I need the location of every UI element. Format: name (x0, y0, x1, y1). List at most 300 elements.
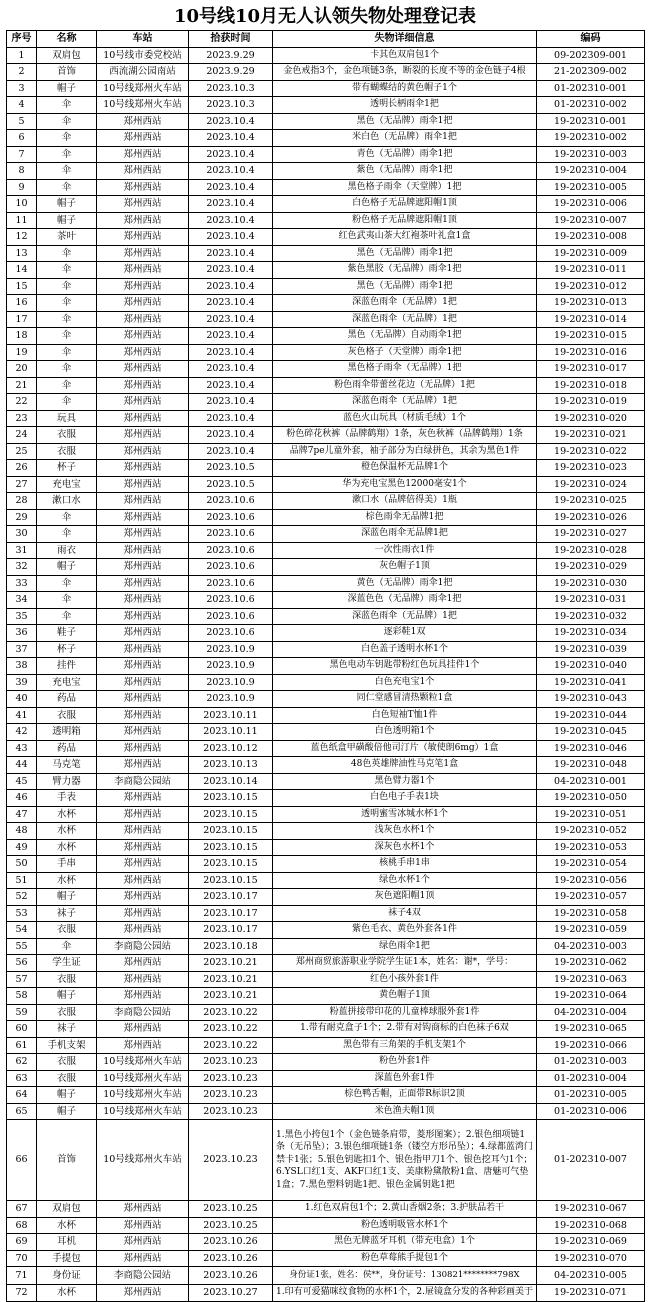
table-row (7, 757, 645, 774)
row-index: 40 (7, 691, 37, 708)
row-index: 70 (7, 1250, 37, 1267)
table-body (7, 47, 645, 1301)
row-found-time: 2023.10.4 (189, 377, 273, 394)
row-station: 郑州西站 (97, 278, 189, 295)
row-code: 19-202310-032 (537, 608, 645, 625)
table-row (7, 592, 645, 609)
row-index: 34 (7, 592, 37, 609)
row-details: 同仁堂感冒清热颗粒1盒 (273, 691, 537, 708)
row-code: 19-202310-023 (537, 460, 645, 477)
row-item-name: 充电宝 (37, 674, 97, 691)
row-item-name: 充电宝 (37, 476, 97, 493)
row-item-name: 茶叶 (37, 229, 97, 246)
row-details: 深蓝色雨伞（无品牌）1把 (273, 608, 537, 625)
row-station: 郑州西站 (97, 625, 189, 642)
row-item-name: 挂件 (37, 658, 97, 675)
row-index: 2 (7, 64, 37, 81)
row-details: 绿色水杯1个 (273, 872, 537, 889)
row-code: 19-202310-012 (537, 278, 645, 295)
table-row (7, 229, 645, 246)
row-index: 58 (7, 988, 37, 1005)
row-found-time: 2023.10.21 (189, 971, 273, 988)
row-found-time: 2023.10.4 (189, 245, 273, 262)
row-index: 16 (7, 295, 37, 312)
row-details: 灰色格子（天堂牌）雨伞1把 (273, 344, 537, 361)
row-code: 19-202310-004 (537, 163, 645, 180)
row-code: 01-202310-004 (537, 1070, 645, 1087)
table-row (7, 823, 645, 840)
row-item-name: 伞 (37, 311, 97, 328)
row-details: 身份证1张，姓名：侯**，身份证号：130821********798X (273, 1267, 537, 1285)
table-row (7, 262, 645, 279)
row-index: 24 (7, 427, 37, 444)
row-item-name: 水杯 (37, 872, 97, 889)
row-station: 郑州西站 (97, 262, 189, 279)
row-item-name: 学生证 (37, 955, 97, 972)
row-station: 郑州西站 (97, 988, 189, 1005)
row-details: 金色戒指3个，金色项链3条，断裂的长度不等的金色链子4根 (273, 64, 537, 81)
row-index: 54 (7, 922, 37, 939)
row-station: 郑州西站 (97, 443, 189, 460)
row-station: 郑州西站 (97, 410, 189, 427)
row-found-time: 2023.10.4 (189, 295, 273, 312)
row-code: 19-202310-067 (537, 1201, 645, 1218)
row-item-name: 伞 (37, 377, 97, 394)
row-index: 46 (7, 790, 37, 807)
row-found-time: 2023.10.15 (189, 806, 273, 823)
row-code: 19-202310-008 (537, 229, 645, 246)
row-index: 63 (7, 1070, 37, 1087)
row-code: 19-202310-064 (537, 988, 645, 1005)
table-row (7, 1217, 645, 1234)
row-index: 45 (7, 773, 37, 790)
row-found-time: 2023.10.6 (189, 559, 273, 576)
row-station: 郑州西站 (97, 460, 189, 477)
row-found-time: 2023.10.26 (189, 1234, 273, 1251)
row-found-time: 2023.10.6 (189, 592, 273, 609)
row-item-name: 首饰 (37, 64, 97, 81)
row-station: 10号线郑州火车站 (97, 1054, 189, 1071)
row-found-time: 2023.10.4 (189, 163, 273, 180)
row-code: 19-202310-045 (537, 724, 645, 741)
table-row (7, 1267, 645, 1285)
row-details: 品牌7pe儿童外套，袖子部分为白绿拼色，其余为黑色1件 (273, 443, 537, 460)
row-details: 透明长柄雨伞1把 (273, 97, 537, 114)
row-found-time: 2023.10.9 (189, 641, 273, 658)
row-item-name: 袜子 (37, 1021, 97, 1038)
row-found-time: 2023.10.14 (189, 773, 273, 790)
row-index: 51 (7, 872, 37, 889)
table-row (7, 674, 645, 691)
row-index: 21 (7, 377, 37, 394)
row-code: 19-202310-016 (537, 344, 645, 361)
row-found-time: 2023.10.4 (189, 113, 273, 130)
row-found-time: 2023.10.13 (189, 757, 273, 774)
row-index: 33 (7, 575, 37, 592)
row-found-time: 2023.10.22 (189, 1004, 273, 1021)
table-row (7, 707, 645, 724)
table-row (7, 476, 645, 493)
row-index: 69 (7, 1234, 37, 1251)
row-found-time: 2023.10.15 (189, 823, 273, 840)
row-index: 47 (7, 806, 37, 823)
row-found-time: 2023.10.4 (189, 229, 273, 246)
row-item-name: 手提包 (37, 1250, 97, 1267)
row-item-name: 耳机 (37, 1234, 97, 1251)
row-code: 19-202310-022 (537, 443, 645, 460)
row-station: 郑州西站 (97, 575, 189, 592)
row-item-name: 玩具 (37, 410, 97, 427)
row-station: 郑州西站 (97, 361, 189, 378)
row-code: 19-202310-029 (537, 559, 645, 576)
row-index: 25 (7, 443, 37, 460)
row-station: 郑州西站 (97, 476, 189, 493)
row-code: 19-202310-057 (537, 889, 645, 906)
table-row (7, 922, 645, 939)
row-code: 19-202310-003 (537, 146, 645, 163)
row-index: 30 (7, 526, 37, 543)
row-details: 1.黑色小挎包1个（金色链条肩带，菱形图案）；2.银色细项链1条（无吊坠）；3.银色细项链1条（镂空方形吊坠）；4.绿都蓝湾门禁卡1张；5.银色钥匙扣1个、银色指甲刀1个、银色挖耳勺1个；6.YSL口红1支、AKF口红1支、美康粉黛散粉1盒、唐魅可气垫1盒；7.黑色塑料钥匙1把、银色金属钥匙1把 (273, 1120, 537, 1201)
row-found-time: 2023.10.17 (189, 922, 273, 939)
row-item-name: 身份证 (37, 1267, 97, 1285)
table-row (7, 47, 645, 64)
table-row (7, 1120, 645, 1201)
col-header-name: 名称 (37, 31, 97, 48)
row-code: 19-202310-051 (537, 806, 645, 823)
row-index: 59 (7, 1004, 37, 1021)
row-found-time: 2023.10.21 (189, 988, 273, 1005)
row-found-time: 2023.10.4 (189, 344, 273, 361)
row-code: 19-202310-056 (537, 872, 645, 889)
row-station: 郑州西站 (97, 526, 189, 543)
row-found-time: 2023.9.29 (189, 64, 273, 81)
row-found-time: 2023.10.15 (189, 839, 273, 856)
row-item-name: 衣服 (37, 922, 97, 939)
row-found-time: 2023.10.4 (189, 262, 273, 279)
row-item-name: 水杯 (37, 823, 97, 840)
row-station: 郑州西站 (97, 724, 189, 741)
row-found-time: 2023.10.6 (189, 625, 273, 642)
row-details: 青色（无品牌）雨伞1把 (273, 146, 537, 163)
table-row (7, 1004, 645, 1021)
row-index: 13 (7, 245, 37, 262)
row-station: 郑州西站 (97, 856, 189, 873)
row-found-time: 2023.10.23 (189, 1087, 273, 1104)
row-item-name: 手串 (37, 856, 97, 873)
row-item-name: 水杯 (37, 839, 97, 856)
row-details: 黑色带有三角架的手机支架1个 (273, 1037, 537, 1054)
row-details: 深灰色水杯1个 (273, 839, 537, 856)
table-row (7, 691, 645, 708)
row-details: 深蓝色外套1件 (273, 1070, 537, 1087)
row-details: 深蓝色雨伞（无品牌）1把 (273, 311, 537, 328)
row-index: 6 (7, 130, 37, 147)
row-item-name: 水杯 (37, 1217, 97, 1234)
row-item-name: 帽子 (37, 1103, 97, 1120)
table-row (7, 80, 645, 97)
row-details: 红色武夷山茶大红袍茶叶礼盒1盒 (273, 229, 537, 246)
row-code: 19-202310-048 (537, 757, 645, 774)
row-code: 19-202310-025 (537, 493, 645, 510)
table-row (7, 394, 645, 411)
table-row (7, 311, 645, 328)
row-station: 郑州西站 (97, 295, 189, 312)
row-item-name: 伞 (37, 592, 97, 609)
table-row (7, 443, 645, 460)
row-index: 19 (7, 344, 37, 361)
row-index: 49 (7, 839, 37, 856)
table-row (7, 575, 645, 592)
row-code: 19-202310-019 (537, 394, 645, 411)
row-details: 白色透明箱1个 (273, 724, 537, 741)
row-station: 郑州西站 (97, 212, 189, 229)
row-station: 郑州西站 (97, 1037, 189, 1054)
row-item-name: 漱口水 (37, 493, 97, 510)
row-item-name: 伞 (37, 278, 97, 295)
row-index: 14 (7, 262, 37, 279)
row-details: 袜子4双 (273, 905, 537, 922)
table-row (7, 212, 645, 229)
row-details: 一次性雨衣1件 (273, 542, 537, 559)
row-details: 黑色（无品牌）自动雨伞1把 (273, 328, 537, 345)
row-details: 1.红色双肩包1个；2.黄山香烟2条；3.护肤品若干 (273, 1201, 537, 1218)
row-station: 郑州西站 (97, 229, 189, 246)
row-details: 白色盖子透明水杯1个 (273, 641, 537, 658)
row-code: 01-202310-006 (537, 1103, 645, 1120)
row-station: 郑州西站 (97, 509, 189, 526)
row-details: 黄色帽子1顶 (273, 988, 537, 1005)
row-item-name: 帽子 (37, 80, 97, 97)
row-details: 1.印有可爱猫咪纹食物的水杯1个，2.屉镜盒分发的各种彩画美于 (273, 1285, 537, 1302)
row-code: 21-202309-002 (537, 64, 645, 81)
row-station: 郑州西站 (97, 889, 189, 906)
row-found-time: 2023.10.4 (189, 278, 273, 295)
table-row (7, 1285, 645, 1302)
row-station: 李商隐公园站 (97, 1004, 189, 1021)
row-code: 19-202310-007 (537, 212, 645, 229)
row-item-name: 透明箱 (37, 724, 97, 741)
row-station: 10号线郑州火车站 (97, 97, 189, 114)
row-code: 19-202310-044 (537, 707, 645, 724)
row-details: 粉色透明吸管水杯1个 (273, 1217, 537, 1234)
table-row (7, 97, 645, 114)
row-details: 紫色（无品牌）雨伞1把 (273, 163, 537, 180)
row-code: 19-202310-059 (537, 922, 645, 939)
table-row (7, 856, 645, 873)
row-code: 19-202310-063 (537, 971, 645, 988)
row-code: 19-202310-071 (537, 1285, 645, 1302)
row-code: 19-202310-024 (537, 476, 645, 493)
table-row (7, 724, 645, 741)
row-found-time: 2023.10.25 (189, 1201, 273, 1218)
row-station: 郑州西站 (97, 955, 189, 972)
table-row (7, 988, 645, 1005)
table-row (7, 163, 645, 180)
row-code: 19-202310-017 (537, 361, 645, 378)
row-index: 1 (7, 47, 37, 64)
row-found-time: 2023.10.4 (189, 361, 273, 378)
row-item-name: 药品 (37, 740, 97, 757)
table-row (7, 146, 645, 163)
row-index: 26 (7, 460, 37, 477)
row-index: 42 (7, 724, 37, 741)
table-row (7, 328, 645, 345)
row-details: 黄色（无品牌）雨伞1把 (273, 575, 537, 592)
row-found-time: 2023.10.15 (189, 872, 273, 889)
row-index: 60 (7, 1021, 37, 1038)
row-station: 郑州西站 (97, 674, 189, 691)
table-row (7, 740, 645, 757)
row-details: 浅灰色水杯1个 (273, 823, 537, 840)
row-details: 灰色遮阳帽1顶 (273, 889, 537, 906)
row-station: 郑州西站 (97, 1250, 189, 1267)
row-found-time: 2023.10.4 (189, 311, 273, 328)
row-index: 61 (7, 1037, 37, 1054)
row-item-name: 药品 (37, 691, 97, 708)
row-station: 郑州西站 (97, 394, 189, 411)
row-item-name: 帽子 (37, 889, 97, 906)
table-row (7, 179, 645, 196)
row-found-time: 2023.10.6 (189, 542, 273, 559)
row-details: 深蓝色色（无品牌）雨伞1把 (273, 592, 537, 609)
table-row (7, 955, 645, 972)
table-row (7, 1234, 645, 1251)
row-code: 19-202310-062 (537, 955, 645, 972)
row-item-name: 衣服 (37, 971, 97, 988)
row-details: 深蓝色雨伞（无品牌）1把 (273, 295, 537, 312)
row-station: 郑州西站 (97, 1201, 189, 1218)
row-details: 紫色黑胶（无品牌）雨伞1把 (273, 262, 537, 279)
row-code: 19-202310-058 (537, 905, 645, 922)
row-code: 19-202310-040 (537, 658, 645, 675)
row-code: 19-202310-046 (537, 740, 645, 757)
row-index: 18 (7, 328, 37, 345)
row-found-time: 2023.10.5 (189, 476, 273, 493)
row-station: 郑州西站 (97, 245, 189, 262)
row-station: 郑州西站 (97, 377, 189, 394)
row-found-time: 2023.10.6 (189, 575, 273, 592)
row-found-time: 2023.10.17 (189, 905, 273, 922)
row-item-name: 衣服 (37, 1054, 97, 1071)
row-item-name: 鞋子 (37, 625, 97, 642)
row-item-name: 首饰 (37, 1120, 97, 1201)
table-row (7, 509, 645, 526)
row-found-time: 2023.10.12 (189, 740, 273, 757)
row-item-name: 帽子 (37, 1087, 97, 1104)
row-station: 郑州西站 (97, 707, 189, 724)
row-station: 李商隐公园站 (97, 938, 189, 955)
row-index: 39 (7, 674, 37, 691)
row-index: 53 (7, 905, 37, 922)
table-row (7, 872, 645, 889)
row-index: 4 (7, 97, 37, 114)
row-station: 郑州西站 (97, 823, 189, 840)
row-code: 19-202310-052 (537, 823, 645, 840)
table-row (7, 460, 645, 477)
row-code: 19-202310-028 (537, 542, 645, 559)
row-found-time: 2023.10.6 (189, 608, 273, 625)
row-station: 郑州西站 (97, 691, 189, 708)
row-code: 19-202310-021 (537, 427, 645, 444)
table-row (7, 625, 645, 642)
row-code: 19-202310-015 (537, 328, 645, 345)
row-details: 棕色雨伞无品牌1把 (273, 509, 537, 526)
row-found-time: 2023.10.9 (189, 691, 273, 708)
row-index: 38 (7, 658, 37, 675)
table-row (7, 1070, 645, 1087)
row-found-time: 2023.10.11 (189, 707, 273, 724)
row-details: 1.带有耐克盒子1个；2.带有对钩商标的白色袜子6双 (273, 1021, 537, 1038)
row-code: 19-202310-027 (537, 526, 645, 543)
row-item-name: 衣服 (37, 427, 97, 444)
row-station: 郑州西站 (97, 608, 189, 625)
row-item-name: 伞 (37, 295, 97, 312)
row-item-name: 衣服 (37, 1004, 97, 1021)
row-code: 19-202310-030 (537, 575, 645, 592)
row-station: 郑州西站 (97, 922, 189, 939)
row-details: 黑色无牌蓝牙耳机（带充电盒）1个 (273, 1234, 537, 1251)
row-code: 19-202310-005 (537, 179, 645, 196)
row-item-name: 伞 (37, 113, 97, 130)
row-index: 7 (7, 146, 37, 163)
row-station: 郑州西站 (97, 1234, 189, 1251)
row-details: 粉色雨伞带蕾丝花边（无品牌）1把 (273, 377, 537, 394)
row-index: 48 (7, 823, 37, 840)
table-row (7, 938, 645, 955)
table-row (7, 493, 645, 510)
row-index: 44 (7, 757, 37, 774)
row-station: 10号线市委党校站 (97, 47, 189, 64)
row-station: 郑州西站 (97, 872, 189, 889)
row-details: 核桃手串1串 (273, 856, 537, 873)
table-row (7, 1250, 645, 1267)
table-row (7, 773, 645, 790)
row-item-name: 伞 (37, 130, 97, 147)
row-index: 28 (7, 493, 37, 510)
row-details: 48色英雄牌油性马克笔1盒 (273, 757, 537, 774)
row-code: 19-202310-054 (537, 856, 645, 873)
row-details: 粉蓝拼接带印花的儿童棒球服外套1件 (273, 1004, 537, 1021)
row-item-name: 马克笔 (37, 757, 97, 774)
table-row (7, 790, 645, 807)
row-code: 19-202310-065 (537, 1021, 645, 1038)
row-item-name: 水杯 (37, 1285, 97, 1302)
row-item-name: 帽子 (37, 559, 97, 576)
row-station: 郑州西站 (97, 757, 189, 774)
row-details: 粉色格子无品牌遮阳帽1顶 (273, 212, 537, 229)
row-station: 郑州西站 (97, 1217, 189, 1234)
row-found-time: 2023.10.15 (189, 790, 273, 807)
row-item-name: 手表 (37, 790, 97, 807)
row-found-time: 2023.10.23 (189, 1103, 273, 1120)
row-station: 郑州西站 (97, 113, 189, 130)
row-station: 郑州西站 (97, 196, 189, 213)
row-code: 19-202310-013 (537, 295, 645, 312)
row-index: 11 (7, 212, 37, 229)
row-index: 71 (7, 1267, 37, 1285)
row-index: 20 (7, 361, 37, 378)
col-header-station: 车站 (97, 31, 189, 48)
row-index: 9 (7, 179, 37, 196)
row-details: 白色充电宝1个 (273, 674, 537, 691)
row-code: 04-202310-004 (537, 1004, 645, 1021)
row-details: 黑色（无品牌）雨伞1把 (273, 245, 537, 262)
row-index: 31 (7, 542, 37, 559)
row-index: 29 (7, 509, 37, 526)
table-row (7, 344, 645, 361)
row-station: 10号线郑州火车站 (97, 80, 189, 97)
row-found-time: 2023.10.27 (189, 1285, 273, 1302)
